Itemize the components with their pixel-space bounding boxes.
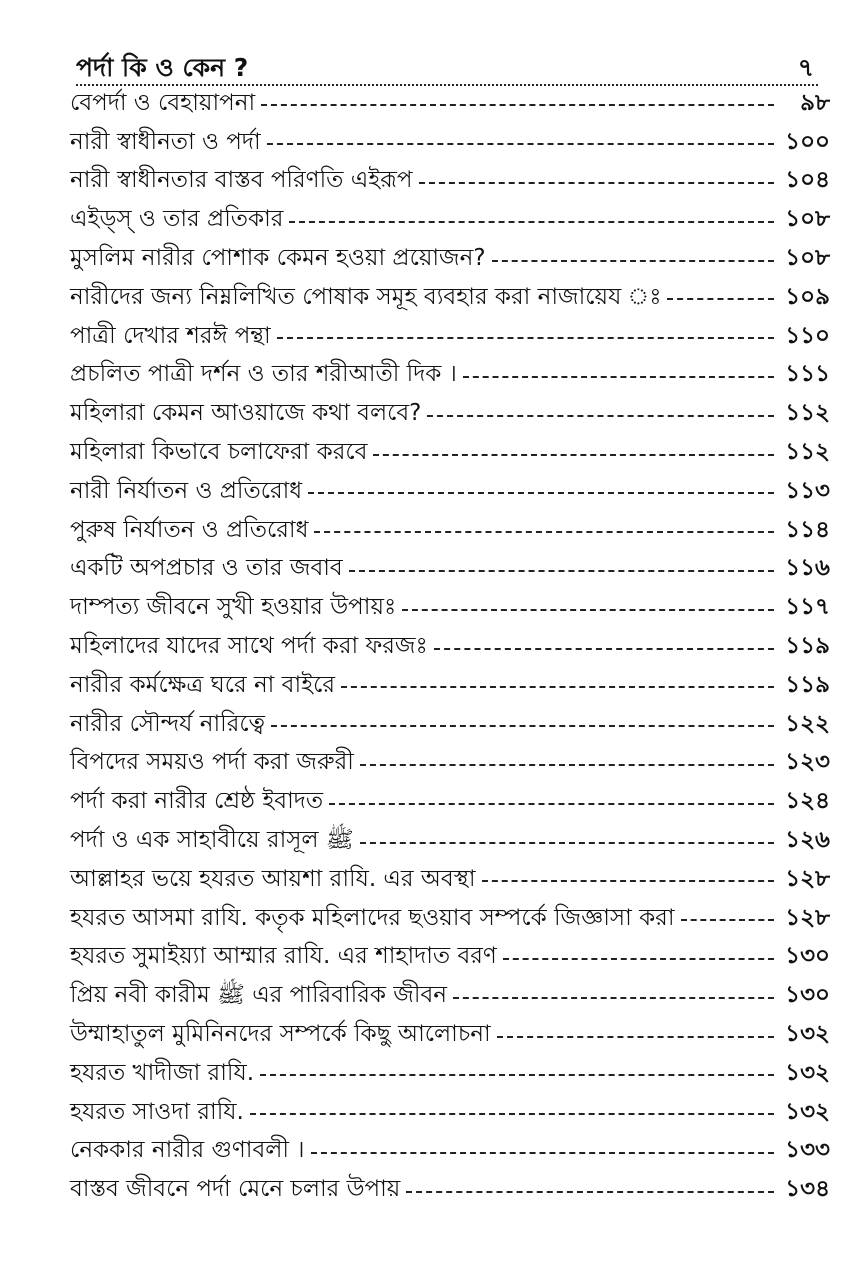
toc-entry-title: প্রিয় নবী কারীম ﷺ এর পারিবারিক জীবন [70,982,447,1009]
toc-entry-title: মহিলারা কেমন আওয়াজে কথা বলবে? [70,400,422,427]
toc-entry [70,1093,830,1132]
toc-entry-page: ১০৯ [785,283,830,310]
toc-leader-line [373,454,774,456]
toc-entry-page: ১১৩ [785,477,830,504]
toc-entry-title: নেককার নারীর গুণাবলী । [70,1137,305,1164]
toc-entry-page: ১০০ [785,128,830,155]
toc-entry-page: ১৩২ [785,1098,830,1125]
toc-entry [70,744,830,783]
toc-entry-page: ১১১ [785,361,830,388]
toc-leader-line [349,570,774,572]
toc-entry-page: ১১৬ [785,555,830,582]
toc-entry-page: ১৩৪ [785,1176,830,1203]
toc-entry-title: পর্দা ও এক সাহাবীয়ে রাসূল ﷺ [70,827,354,854]
toc-leader-line [681,919,775,921]
toc-leader-line [311,1152,775,1154]
page-header [76,44,818,86]
toc-entry [70,394,830,433]
toc-entry-page: ১১৪ [785,516,830,543]
toc-leader-line [329,803,774,805]
toc-entry-title: নারীদের জন্য নিম্নলিখিত পোষাক সমূহ ব্যবহার করা নাজায়েয ঃ [70,283,662,310]
toc-entry-page: ১৩০ [785,982,830,1009]
toc-entry [70,511,830,550]
toc-leader-line [314,531,774,533]
toc-entry-title: পাত্রী দেখার শরঈ পন্থা [70,322,271,349]
toc-entry-title: দাম্পত্য জীবনে সুখী হওয়ার উপায়ঃ [70,594,397,621]
toc-leader-line [419,182,774,184]
toc-entry-title: হযরত আসমা রাযি. কতৃক মহিলাদের ছওয়াব সম্পর্কে জিজ্ঞাসা করা [70,904,675,931]
toc-entry-title: মহিলারা কিভাবে চলাফেরা করবে [70,439,368,466]
toc-entry-page: ১৩০ [785,943,830,970]
toc-entry [70,666,830,705]
toc-entry-page: ১২৮ [785,904,830,931]
toc-entry-title: বেপর্দা ও বেহায়াপনা [70,89,256,116]
toc-leader-line [406,1191,774,1193]
toc-entry-page: ১১২ [785,400,830,427]
toc-entry [70,860,830,899]
toc-entry [70,278,830,317]
toc-leader-line [277,337,774,339]
toc-leader-line [289,221,774,223]
toc-leader-line [463,376,774,378]
toc-entry-title: বিপদের সময়ও পর্দা করা জরুরী [70,749,354,776]
toc-entry-title: পর্দা করা নারীর শ্রেষ্ঠ ইবাদত [70,788,324,815]
toc-entry-page: ১০৮ [785,206,830,233]
toc-entry [70,84,830,123]
toc-entry [70,899,830,938]
toc-entry-page: ১১৭ [785,594,830,621]
toc-entry [70,472,830,511]
toc-entry [70,938,830,977]
toc-entry-page: ১৩৩ [785,1137,830,1164]
toc-entry-page: ১২৪ [785,788,830,815]
toc-entry [70,1132,830,1171]
toc-entry [70,1054,830,1093]
toc-entry-page: ১২৬ [785,827,830,854]
toc-leader-line [667,298,774,300]
toc-leader-line [261,104,774,106]
toc-leader-line [427,415,774,417]
page-number: ৭ [797,53,814,82]
toc-entry-title: নারীর সৌন্দর্য নারিত্বে [70,710,265,737]
toc-entry-page: ১২২ [785,710,830,737]
toc-entry-title: নারী স্বাধীনতার বাস্তব পরিণতি এইরূপ [70,167,413,194]
toc-entry-title: প্রচলিত পাত্রী দর্শন ও তার শরীআতী দিক । [70,361,457,388]
toc-entry-title: পুরুষ নির্যাতন ও প্রতিরোধ [70,516,309,543]
toc-leader-line [341,686,774,688]
toc-leader-line [360,842,774,844]
book-title: পর্দা কি ও কেন ? [76,53,249,82]
toc-entry-page: ১০৮ [785,245,830,272]
toc-entry-page: ১৩২ [785,1059,830,1086]
toc-entry-title: এইড্‌স্ ও তার প্রতিকার [70,206,284,233]
toc-entry-page: ১৩২ [785,1021,830,1048]
toc-entry-page: ১০৪ [785,167,830,194]
toc-entry-title: নারীর কর্মক্ষেত্র ঘরে না বাইরে [70,671,335,698]
toc-entry [70,627,830,666]
toc-entry [70,239,830,278]
toc-entry-title: একটি অপপ্রচার ও তার জবাব [70,555,343,582]
toc-entry-title: নারী স্বাধীনতা ও পর্দা [70,128,261,155]
toc-entry [70,588,830,627]
toc-leader-line [482,880,774,882]
toc-entry [70,1015,830,1054]
toc-leader-line [434,648,774,650]
toc-entry-title: আল্লাহর ভয়ে হযরত আয়শা রাযি. এর অবস্থা [70,865,476,892]
toc-entry-page: ৯৮ [800,89,830,116]
toc-entry-page: ১১৯ [785,633,830,660]
toc-leader-line [308,492,774,494]
toc-entry-title: হযরত খাদীজা রাযি. [70,1059,255,1086]
toc-entry [70,200,830,239]
toc-entry [70,976,830,1015]
toc-entry-title: মহিলাদের যাদের সাথে পর্দা করা ফরজঃ [70,633,428,660]
toc-leader-line [453,997,774,999]
table-of-contents [70,84,830,1209]
toc-entry [70,162,830,201]
toc-leader-line [492,260,774,262]
toc-entry [70,550,830,589]
toc-leader-line [402,609,774,611]
toc-entry [70,317,830,356]
toc-leader-line [260,1074,774,1076]
toc-entry [70,356,830,395]
toc-entry-page: ১১০ [785,322,830,349]
toc-entry [70,821,830,860]
toc-entry-page: ১২৩ [785,749,830,776]
toc-leader-line [250,1113,774,1115]
toc-entry [70,705,830,744]
toc-entry [70,433,830,472]
toc-entry-title: হযরত সাওদা রাযি. [70,1098,244,1125]
toc-entry-title: মুসলিম নারীর পোশাক কেমন হওয়া প্রয়োজন? [70,245,486,272]
toc-entry-page: ১২৮ [785,865,830,892]
toc-leader-line [271,725,774,727]
toc-entry-title: হযরত সুমাইয়্যা আম্মার রাযি. এর শাহাদাত বরণ [70,943,497,970]
toc-leader-line [497,1036,774,1038]
toc-entry-title: বাস্তব জীবনে পর্দা মেনে চলার উপায় [70,1176,401,1203]
toc-leader-line [503,958,774,960]
toc-entry-title: উম্মাহাতুল মুমিনিনদের সম্পর্কে কিছু আলোচনা [70,1021,491,1048]
toc-entry-title: নারী নির্যাতন ও প্রতিরোধ [70,477,303,504]
toc-entry [70,782,830,821]
toc-leader-line [360,764,774,766]
toc-entry [70,123,830,162]
toc-entry-page: ১১২ [785,439,830,466]
toc-entry-page: ১১৯ [785,671,830,698]
toc-leader-line [267,143,774,145]
toc-entry [70,1170,830,1209]
